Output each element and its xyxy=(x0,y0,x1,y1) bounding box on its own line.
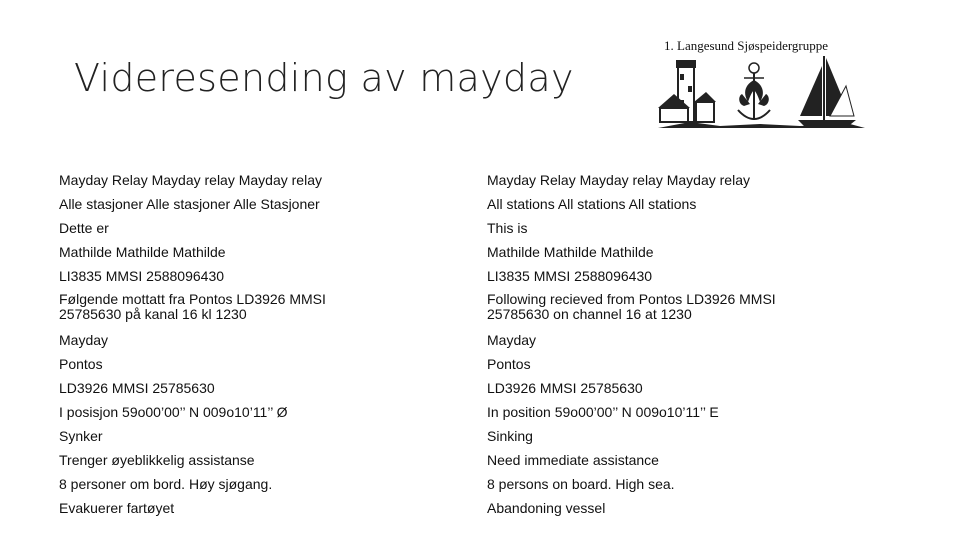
left-line: LI3835 MMSI 2588096430 xyxy=(59,268,225,284)
left-line: Mayday Relay Mayday relay Mayday relay xyxy=(59,172,322,188)
right-line: Abandoning vessel xyxy=(487,500,606,516)
right-line: Pontos xyxy=(487,356,531,372)
scout-emblem-icon xyxy=(738,63,770,120)
right-line: All stations All stations All stations xyxy=(487,196,697,212)
right-line: Following recieved from Pontos LD3926 MMSI 25785630 on channel 16 at 1230 xyxy=(487,291,776,322)
scout-group-logo xyxy=(650,36,870,136)
right-line: Need immediate assistance xyxy=(487,452,659,468)
left-line: Mathilde Mathilde Mathilde xyxy=(59,244,226,260)
left-line: Evakuerer fartøyet xyxy=(59,500,175,516)
right-line: Sinking xyxy=(487,428,533,444)
sailboat-icon xyxy=(798,56,856,128)
right-line: Mathilde Mathilde Mathilde xyxy=(487,244,654,260)
right-line: 8 persons on board. High sea. xyxy=(487,476,675,492)
left-line: Følgende mottatt fra Pontos LD3926 MMSI 25785630 på kanal 16 kl 1230 xyxy=(59,291,326,322)
left-line: I posisjon 59o00’00’’ N 009o10’11’’ Ø xyxy=(59,404,288,420)
right-line: Mayday Relay Mayday relay Mayday relay xyxy=(487,172,750,188)
left-line: Synker xyxy=(59,428,103,444)
slide-title: Videresending av mayday xyxy=(74,56,574,100)
left-line: Mayday xyxy=(59,332,109,348)
right-line: This is xyxy=(487,220,528,236)
right-line: LD3926 MMSI 25785630 xyxy=(487,380,643,396)
left-line: Dette er xyxy=(59,220,109,236)
right-line: LI3835 MMSI 2588096430 xyxy=(487,268,653,284)
right-line: Mayday xyxy=(487,332,537,348)
logo-text: 1. Langesund Sjøspeidergruppe xyxy=(664,38,829,53)
left-line: 8 personer om bord. Høy sjøgang. xyxy=(59,476,273,492)
right-line: In position 59o00’00’’ N 009o10’11’’ E xyxy=(487,404,719,420)
left-line: Alle stasjoner Alle stasjoner Alle Stasjoner xyxy=(59,196,320,212)
english-column xyxy=(487,168,817,520)
left-line: LD3926 MMSI 25785630 xyxy=(59,380,215,396)
left-line: Trenger øyeblikkelig assistanse xyxy=(59,452,255,468)
left-line: Pontos xyxy=(59,356,103,372)
norwegian-column xyxy=(59,168,389,520)
